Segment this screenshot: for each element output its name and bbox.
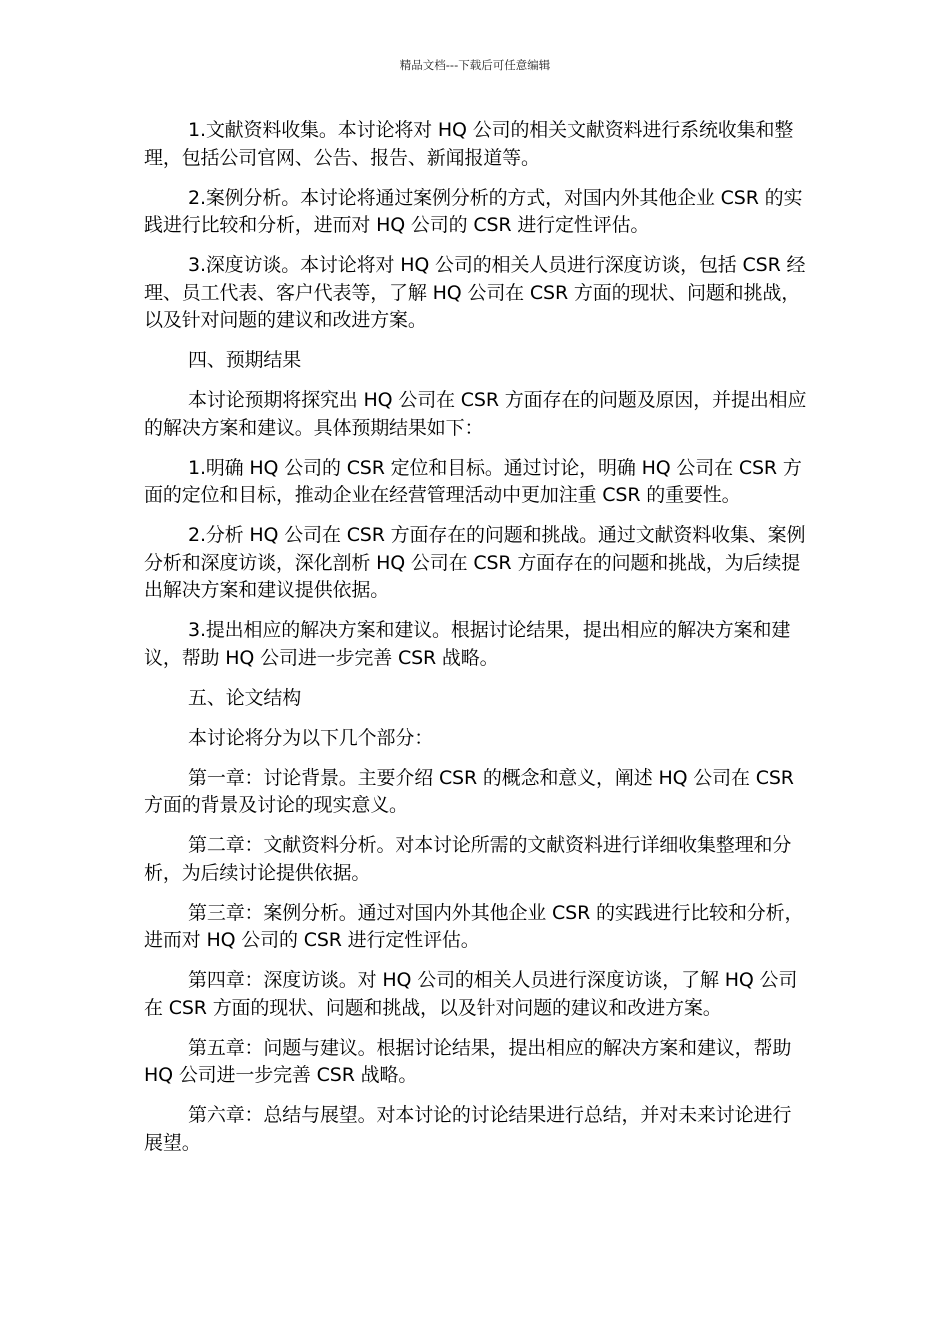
chapter-1: 第一章：讨论背景。主要介绍 CSR 的概念和意义，阐述 HQ 公司在 CSR 方面的背景及讨论的现实意义。	[144, 766, 794, 816]
method-item-3: 3.深度访谈。本讨论将对 HQ 公司的相关人员进行深度访谈，包括 CSR 经理、员工代表、客户代表等，了解 HQ 公司在 CSR 方面的现状、问题和挑战，以及针对问题的建议和改进方案。	[144, 254, 806, 331]
section-heading-thesis-structure: 五、论文结构	[188, 686, 302, 709]
chapter-6: 第六章：总结与展望。对本讨论的讨论结果进行总结，并对未来讨论进行展望。	[144, 1104, 792, 1154]
thesis-structure-intro: 本讨论将分为以下几个部分：	[188, 726, 434, 749]
chapter-3: 第三章：案例分析。通过对国内外其他企业 CSR 的实践进行比较和分析，进而对 HQ 公司的 CSR 进行定性评估。	[144, 901, 804, 951]
expected-result-item-1: 1.明确 HQ 公司的 CSR 定位和目标。通过讨论，明确 HQ 公司在 CSR 方面的定位和目标，推动企业在经营管理活动中更加注重 CSR 的重要性。	[144, 456, 802, 506]
expected-result-item-2: 2.分析 HQ 公司在 CSR 方面存在的问题和挑战。通过文献资料收集、案例分析和深度访谈，深化剖析 HQ 公司在 CSR 方面存在的问题和挑战，为后续提出解决方案和建议提供依据。	[144, 524, 806, 601]
expected-result-item-3: 3.提出相应的解决方案和建议。根据讨论结果，提出相应的解决方案和建议，帮助 HQ 公司进一步完善 CSR 战略。	[144, 619, 791, 669]
page-header: 精品文档---下载后可任意编辑	[399, 58, 551, 72]
document-body	[144, 117, 808, 1170]
method-item-1: 1.文献资料收集。本讨论将对 HQ 公司的相关文献资料进行系统收集和整理，包括公司官网、公告、报告、新闻报道等。	[144, 119, 794, 169]
chapter-4: 第四章：深度访谈。对 HQ 公司的相关人员进行深度访谈，了解 HQ 公司在 CSR 方面的现状、问题和挑战，以及针对问题的建议和改进方案。	[144, 969, 798, 1019]
chapter-2: 第二章：文献资料分析。对本讨论所需的文献资料进行详细收集整理和分析，为后续讨论提供依据。	[144, 834, 792, 884]
chapter-5: 第五章：问题与建议。根据讨论结果，提出相应的解决方案和建议，帮助 HQ 公司进一步完善 CSR 战略。	[144, 1036, 792, 1086]
section-heading-expected-results: 四、预期结果	[188, 349, 302, 371]
expected-results-intro: 本讨论预期将探究出 HQ 公司在 CSR 方面存在的问题及原因，并提出相应的解决方案和建议。具体预期结果如下：	[144, 389, 807, 439]
method-item-2: 2.案例分析。本讨论将通过案例分析的方式，对国内外其他企业 CSR 的实践进行比较和分析，进而对 HQ 公司的 CSR 进行定性评估。	[144, 186, 803, 236]
